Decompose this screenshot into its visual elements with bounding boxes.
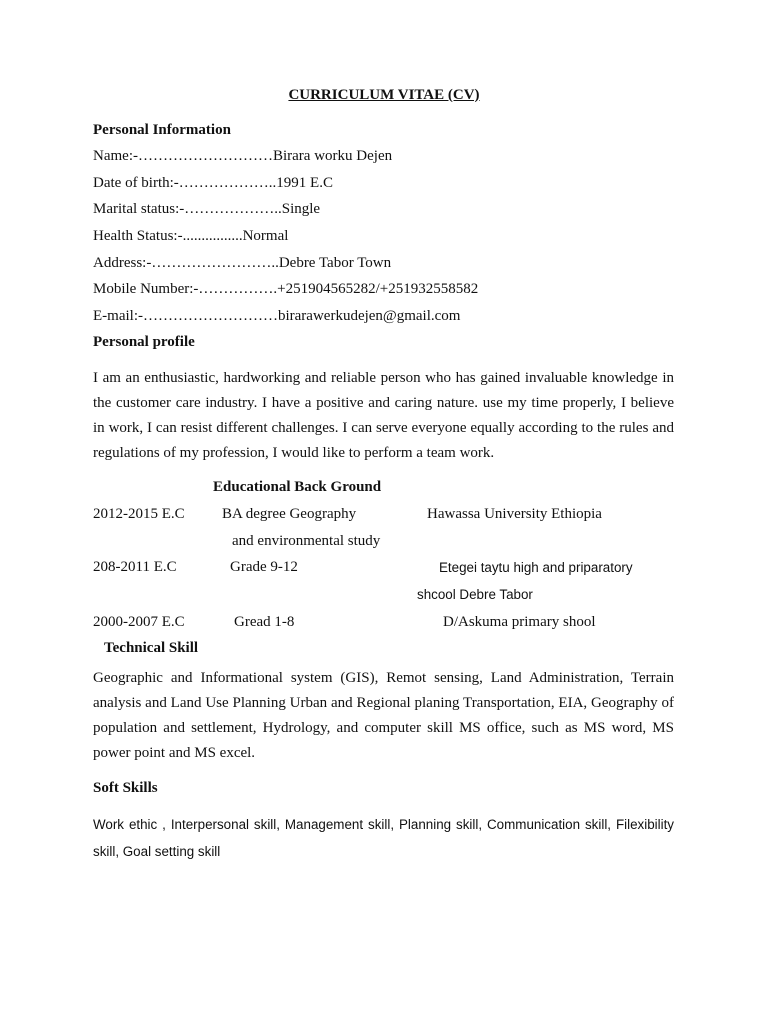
technical-skill-heading: Technical Skill — [104, 640, 199, 656]
education-years: 2000-2007 E.C — [93, 614, 185, 630]
education-school: Etegei taytu high and priparatory — [439, 560, 633, 575]
education-school: D/Askuma primary shool — [443, 614, 596, 630]
field-health-status: Health Status:-................Normal — [93, 228, 289, 244]
field-mobile-number: Mobile Number:-…………….+251904565282/+251932558582 — [93, 281, 479, 297]
field-email: E-mail:-………………………birarawerkudejen@gmail.com — [93, 308, 461, 324]
field-address: Address:-……………………..Debre Tabor Town — [93, 255, 392, 271]
soft-skills-heading: Soft Skills — [93, 780, 158, 796]
education-school: Hawassa University Ethiopia — [427, 506, 602, 522]
soft-skills-text: Work ethic , Interpersonal skill, Management skill, Planning skill, Communication skill, Filexibility skill, Goal setting skill — [93, 817, 674, 859]
education-years: 208-2011 E.C — [93, 559, 177, 575]
education-level: Gread 1-8 — [234, 614, 295, 630]
field-name: Name:-………………………Birara worku Dejen — [93, 148, 393, 164]
education-level-line2: and environmental study — [232, 533, 381, 549]
personal-profile-text: I am an enthusiastic, hardworking and reliable person who has gained invaluable knowledge in the customer care industry. I have a positive and caring nature. use my time properly, I believe in work, I can resist different challenges. I can serve everyone equally according to the rules and regulations of my profession, I would like to perform a team work. — [93, 370, 674, 461]
document-title: CURRICULUM VITAE (CV) — [288, 87, 480, 103]
field-date-of-birth: Date of birth:-………………..1991 E.C — [93, 175, 333, 191]
education-years: 2012-2015 E.C — [93, 506, 185, 522]
education-level: BA degree Geography — [222, 506, 357, 522]
field-marital-status: Marital status:-………………..Single — [93, 201, 321, 217]
education-heading: Educational Back Ground — [213, 479, 382, 495]
personal-profile-heading: Personal profile — [93, 334, 195, 350]
personal-information-heading: Personal Information — [93, 122, 231, 138]
education-school-line2: shcool Debre Tabor — [417, 587, 533, 602]
education-level: Grade 9-12 — [230, 559, 298, 575]
technical-skill-text: Geographic and Informational system (GIS), Remot sensing, Land Administration, Terrain analysis and Land Use Planning Urban and Regional planing Transportation, EIA, Geography of population and settlement, Hydrology, and computer skill MS office, such as MS word, MS power point and MS excel. — [93, 670, 674, 761]
